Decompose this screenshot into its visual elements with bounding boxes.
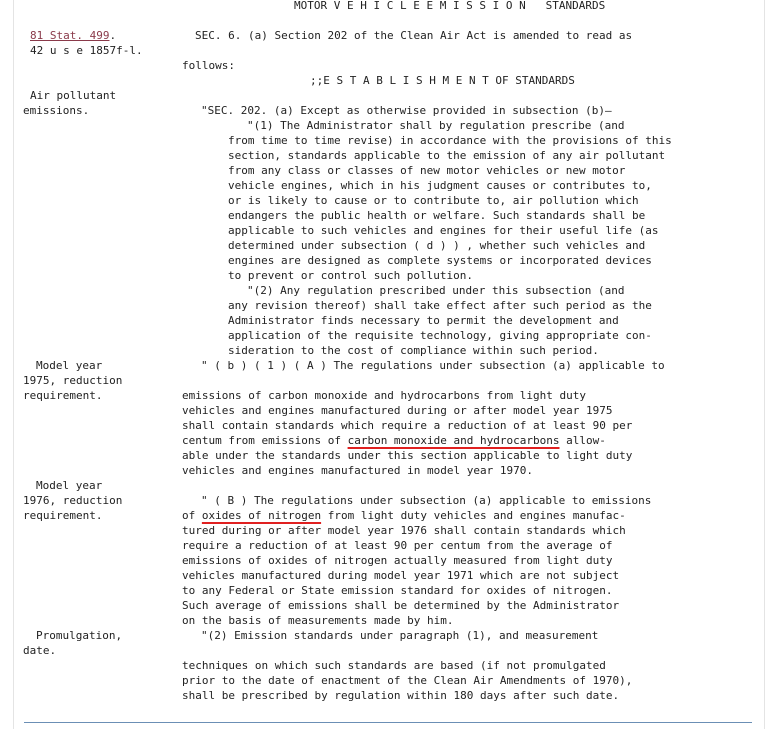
- highlight-carbon-monoxide-hydrocarbons: carbon monoxide and hydrocarbons: [347, 434, 560, 447]
- para2-line: sideration to the cost of compliance within such period.: [228, 344, 599, 357]
- b1b-line: emissions of oxides of nitrogen actually measured from light duty: [182, 554, 613, 567]
- margin-note-promulgation-2: date.: [23, 644, 57, 657]
- margin-note-1976-3: requirement.: [23, 509, 103, 522]
- usc-citation: 42 u s e 1857f-l.: [30, 44, 143, 57]
- margin-note-1975-2: 1975, reduction: [23, 374, 123, 387]
- para1-line: or is likely to cause or to contribute to, air pollution which: [228, 194, 639, 207]
- sec202-a-lead: "SEC. 202. (a) Except as otherwise provided in subsection (b)—: [201, 104, 612, 117]
- para1-line: endangers the public health or welfare. Such standards shall be: [228, 209, 646, 222]
- b1a-lead: " ( b ) ( 1 ) ( A ) The regulations under subsection (a) applicable to: [201, 359, 665, 372]
- margin-note-1975-1: Model year: [36, 359, 103, 372]
- b1a-line: able under the standards under this section applicable to light duty: [182, 449, 633, 462]
- para1-line: to prevent or control such pollution.: [228, 269, 474, 282]
- para1-line: applicable to such vehicles and engines for their useful life (as: [228, 224, 659, 237]
- b1a-line: vehicles and engines manufactured during or after model year 1975: [182, 404, 613, 417]
- b1a-line4-pre: centum from emissions of: [182, 434, 348, 447]
- b1b-line1-pre: of: [182, 509, 202, 522]
- b1b-line-highlighted: [182, 508, 626, 523]
- section-heading: ;;E S T A B L I S H M E N T OF STANDARDS: [310, 74, 575, 87]
- b2-line: techniques on which such standards are based (if not promulgated: [182, 659, 606, 672]
- highlight-oxides-of-nitrogen: oxides of nitrogen: [201, 509, 322, 522]
- para1-line: section, standards applicable to the emission of any air pollutant: [228, 149, 666, 162]
- b2-line: shall be prescribed by regulation within 180 days after such date.: [182, 689, 620, 702]
- b1a-line4-post: allow-: [559, 434, 606, 447]
- para1-line: engines are designed as complete systems or incorporated devices: [228, 254, 652, 267]
- b1b-line: require a reduction of at least 90 per centum from the average of: [182, 539, 613, 552]
- b1b-line: vehicles manufactured during model year 1971 which are not subject: [182, 569, 620, 582]
- para1-line: "(1) The Administrator shall by regulation prescribe (and: [247, 119, 625, 132]
- para1-line: determined under subsection ( d ) ) , whether such vehicles and: [228, 239, 646, 252]
- margin-note-promulgation-1: Promulgation,: [36, 629, 123, 642]
- margin-note-1976-1: Model year: [36, 479, 103, 492]
- bottom-divider: [24, 722, 752, 723]
- para2-line: "(2) Any regulation prescribed under this subsection (and: [247, 284, 625, 297]
- margin-note-air-2: emissions.: [23, 104, 90, 117]
- sec6-line-1: SEC. 6. (a) Section 202 of the Clean Air Act is amended to read as: [195, 29, 633, 42]
- b1b-line: on the basis of measurements made by him.: [182, 614, 454, 627]
- b1b-lead: " ( B ) The regulations under subsection (a) applicable to emissions: [201, 494, 652, 507]
- b1a-line: emissions of carbon monoxide and hydrocarbons from light duty: [182, 389, 586, 402]
- b2-line: prior to the date of enactment of the Clean Air Amendments of 1970),: [182, 674, 633, 687]
- margin-note-1976-2: 1976, reduction: [23, 494, 123, 507]
- b1a-line-highlighted: [182, 433, 606, 448]
- b2-lead: "(2) Emission standards under paragraph (1), and measurement: [201, 629, 599, 642]
- page-header: MOTOR V E H I C L E E M I S S I O N STANDARDS: [294, 0, 606, 12]
- sec6-line-2: follows:: [182, 59, 235, 72]
- b1b-line: tured during or after model year 1976 shall contain standards which: [182, 524, 626, 537]
- b1b-line: Such average of emissions shall be determined by the Administrator: [182, 599, 620, 612]
- b1a-line: shall contain standards which require a reduction of at least 90 per: [182, 419, 633, 432]
- margin-note-1975-3: requirement.: [23, 389, 103, 402]
- para2-line: Administrator finds necessary to permit the development and: [228, 314, 619, 327]
- para2-line: any revision thereof) shall take effect after such period as the: [228, 299, 652, 312]
- b1b-line: to any Federal or State emission standard for oxides of nitrogen.: [182, 584, 613, 597]
- b1a-line: vehicles and engines manufactured in model year 1970.: [182, 464, 533, 477]
- citation: [30, 28, 116, 43]
- citation-tail: .: [109, 29, 117, 42]
- b1b-line1-post: from light duty vehicles and engines manufac-: [321, 509, 626, 522]
- para1-line: from any class or classes of new motor vehicles or new motor: [228, 164, 626, 177]
- para1-line: from time to time revise) in accordance with the provisions of this: [228, 134, 672, 147]
- para1-line: vehicle engines, which in his judgment causes or contributes to,: [228, 179, 652, 192]
- citation-link[interactable]: 81 Stat. 499: [30, 29, 110, 42]
- para2-line: application of the requisite technology, giving appropriate con-: [228, 329, 652, 342]
- margin-note-air-1: Air pollutant: [30, 89, 117, 102]
